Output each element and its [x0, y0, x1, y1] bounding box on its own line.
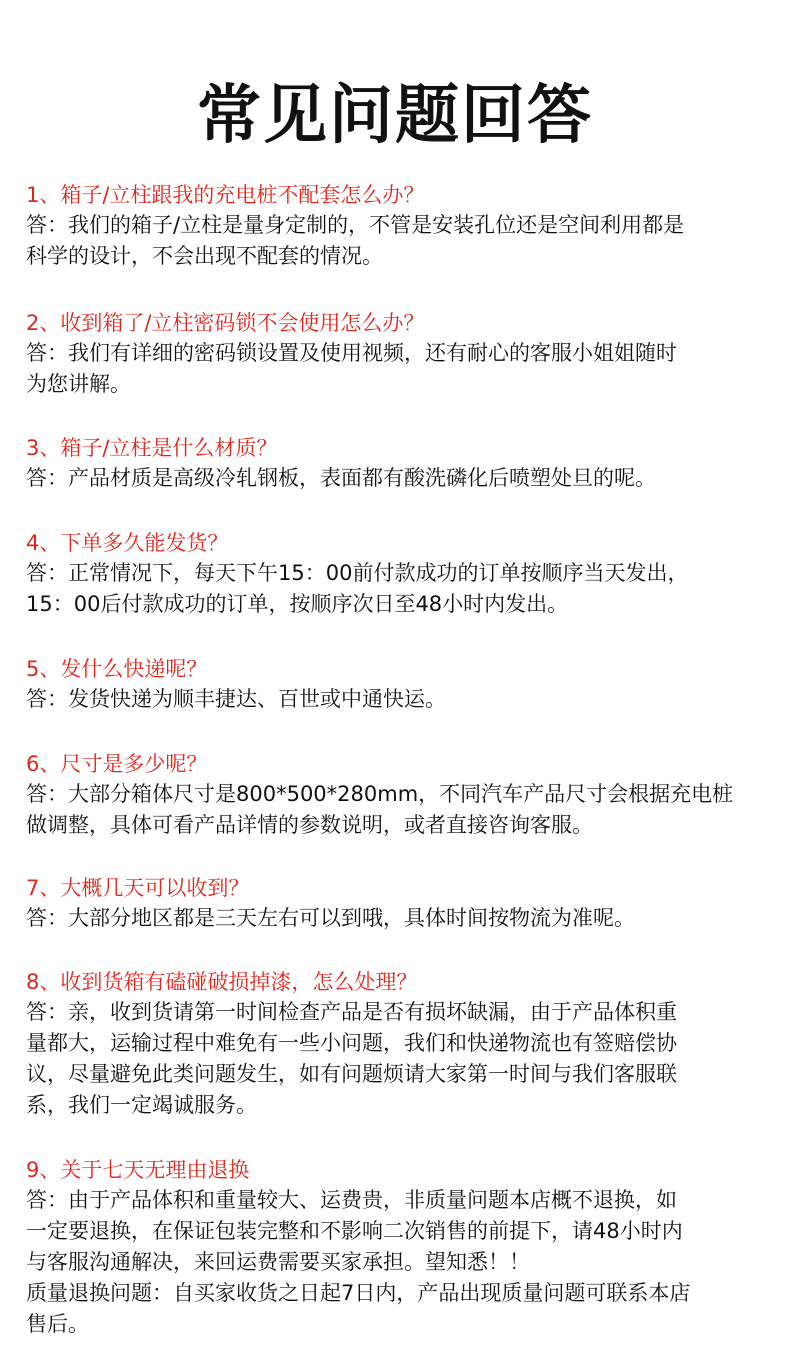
page-title: 常见问题回答: [197, 79, 593, 153]
faq-item-9: [26, 1155, 778, 1340]
answer-line: 系，我们一定竭诚服务。: [26, 1093, 257, 1117]
faq-answer: [26, 1185, 778, 1340]
faq-question: 3、箱子/立柱是什么材质？: [26, 436, 278, 460]
answer-line: 为您讲解。: [26, 372, 131, 396]
answer-line: 科学的设计，不会出现不配套的情况。: [26, 244, 383, 268]
faq-item-6: [26, 749, 778, 841]
answer-line: 答：产品材质是高级冷轧钢板，表面都有酸洗磷化后喷塑处旦的呢。: [26, 466, 656, 490]
answer-line: 答：由于产品体积和重量较大、运费贵，非质量问题本店概不退换，如: [26, 1188, 677, 1212]
answer-line: 一定要退换，在保证包装完整和不影响二次销售的前提下，请48小时内: [26, 1219, 683, 1243]
faq-question: 1、箱子/立柱跟我的充电桩不配套怎么办？: [26, 183, 425, 207]
faq-question: 4、下单多久能发货？: [26, 531, 229, 555]
answer-line: 与客服沟通解决，来回运费需要买家承担。望知悉！！: [26, 1250, 530, 1274]
faq-answer: [26, 997, 778, 1121]
answer-line: 量都大，运输过程中难免有一些小问题，我们和快递物流也有签赔偿协: [26, 1031, 677, 1055]
answer-line: 售后。: [26, 1312, 89, 1336]
answer-line: 答：大部分地区都是三天左右可以到哦，具体时间按物流为准呢。: [26, 906, 635, 930]
answer-line: 答：大部分箱体尺寸是800*500*280mm，不同汽车产品尺寸会根据充电桩: [26, 782, 734, 806]
answer-line: 答：我们有详细的密码锁设置及使用视频，还有耐心的客服小姐姐随时: [26, 341, 677, 365]
faq-item-8: [26, 967, 778, 1121]
faq-question: 6、尺寸是多少呢？: [26, 752, 208, 776]
answer-line: 答：我们的箱子/立柱是量身定制的，不管是安装孔位还是空间利用都是: [26, 213, 685, 237]
faq-answer: [26, 338, 778, 400]
answer-line: 做调整，具体可看产品详情的参数说明，或者直接咨询客服。: [26, 813, 593, 837]
answer-line: 答：正常情况下，每天下午15：00前付款成功的订单按顺序当天发出，: [26, 561, 689, 585]
answer-line: 答：亲，收到货请第一时间检查产品是否有损坏缺漏，由于产品体积重: [26, 1000, 677, 1024]
faq-item-3: [26, 433, 778, 494]
faq-item-5: [26, 654, 778, 715]
faq-item-7: [26, 873, 778, 934]
faq-answer: [26, 463, 778, 494]
answer-line: 答：发货快递为顺丰捷达、百世或中通快运。: [26, 687, 446, 711]
faq-answer: [26, 903, 778, 934]
faq-answer: [26, 684, 778, 715]
faq-item-4: [26, 528, 778, 620]
answer-line: 质量退换问题：自买家收货之日起7日内，产品出现质量问题可联系本店: [26, 1281, 691, 1305]
faq-question: 8、收到货箱有磕碰破损掉漆，怎么处理？: [26, 970, 418, 994]
faq-answer: [26, 558, 778, 620]
answer-line: 15：00后付款成功的订单，按顺序次日至48小时内发出。: [26, 592, 569, 616]
answer-line: 议，尽量避免此类问题发生，如有问题烦请大家第一时间与我们客服联: [26, 1062, 677, 1086]
faq-question: 7、大概几天可以收到？: [26, 876, 250, 900]
faq-item-1: [26, 180, 778, 272]
faq-question: 5、发什么快递呢？: [26, 657, 208, 681]
faq-question: 2、收到箱了/立柱密码锁不会使用怎么办？: [26, 311, 425, 335]
faq-answer: [26, 210, 778, 272]
faq-item-2: [26, 308, 778, 400]
faq-answer: [26, 779, 778, 841]
faq-question: 9、关于七天无理由退换: [26, 1158, 250, 1182]
